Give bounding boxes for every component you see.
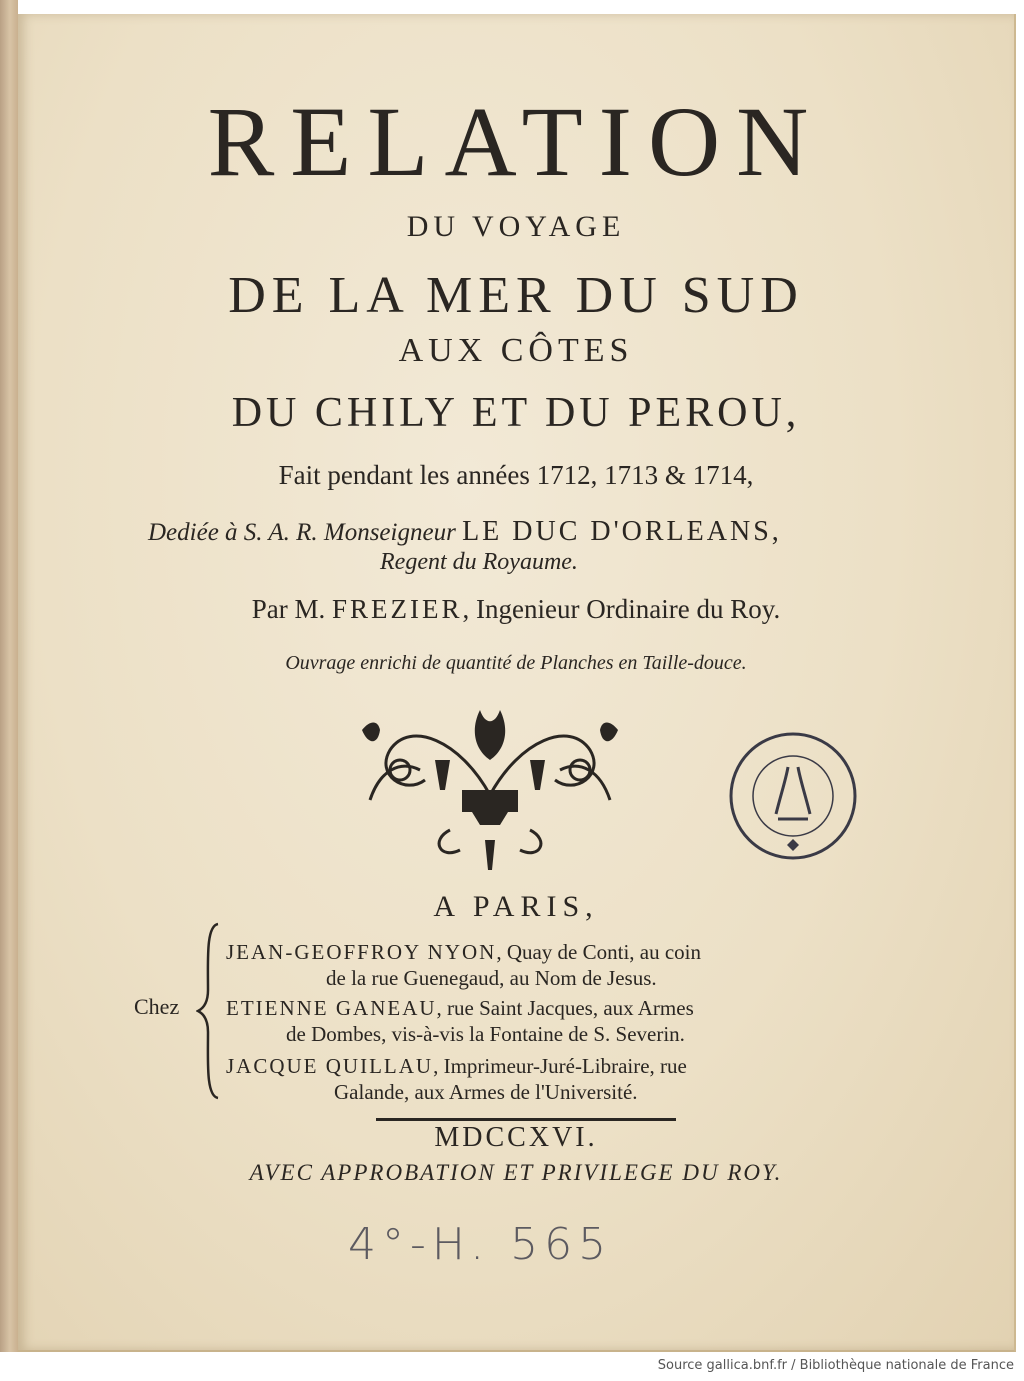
publication-year: MDCCXVI. [434, 1122, 598, 1153]
dedication [148, 516, 848, 548]
divider-rule [376, 1118, 676, 1121]
privilege-line: AVEC APPROBATION ET PRIVILEGE DU ROY. [249, 1160, 783, 1185]
brace-icon [196, 920, 226, 1102]
author-suffix: , Ingenieur Ordinaire du Roy. [462, 594, 781, 624]
dedication-name: LE DUC D'ORLEANS, [462, 516, 782, 547]
seller-quillau [226, 1053, 826, 1105]
seller-address-line2: de la rue Guenegaud, au Nom de Jesus. [326, 966, 657, 990]
ouvrage-note: Ouvrage enrichi de quantité de Planches en Taille-douce. [285, 652, 747, 674]
seller-address-line2: Galande, aux Armes de l'Université. [334, 1080, 638, 1104]
dedication-regent: Regent du Royaume. [380, 549, 578, 575]
imprint-city: A PARIS, [433, 890, 599, 923]
shelfmark-handwritten: 4°-H. 565 [348, 1219, 613, 1270]
book-binding [0, 0, 18, 1352]
ornament-vignette-icon [350, 700, 630, 875]
author-line [18, 594, 1014, 625]
seller-address: , Imprimeur-Juré-Libraire, rue [433, 1054, 687, 1078]
title-line-aux-cotes: AUX CÔTES [398, 332, 634, 369]
author-name: FREZIER [332, 594, 463, 624]
book-title: RELATION [207, 86, 825, 197]
title-page [18, 14, 1016, 1352]
dedication-prefix: Dediée à S. A. R. Monseigneur [148, 519, 456, 546]
seller-address: , rue Saint Jacques, aux Armes [436, 996, 694, 1020]
seller-name: JEAN-GEOFFROY NYON [226, 940, 497, 964]
source-credit: Source gallica.bnf.fr / Bibliothèque nationale de France [657, 1358, 1014, 1373]
author-prefix: Par M. [251, 594, 326, 624]
seller-name: JACQUE QUILLAU [226, 1054, 434, 1078]
seller-nyon [226, 939, 826, 991]
seller-address: , Quay de Conti, au coin [496, 940, 702, 964]
title-line-mer-du-sud: DE LA MER DU SUD [228, 267, 804, 324]
library-stamp-icon [726, 729, 860, 863]
title-line-du-voyage: DU VOYAGE [406, 210, 626, 243]
seller-name: ETIENNE GANEAU [226, 996, 437, 1020]
title-line-years: Fait pendant les années 1712, 1713 & 1714, [278, 460, 754, 490]
title-line-chily-perou: DU CHILY ET DU PEROU, [231, 390, 801, 436]
imprint-chez: Chez [134, 994, 180, 1019]
seller-address-line2: de Dombes, vis-à-vis la Fontaine de S. Severin. [286, 1022, 685, 1046]
seller-ganeau [226, 995, 826, 1047]
